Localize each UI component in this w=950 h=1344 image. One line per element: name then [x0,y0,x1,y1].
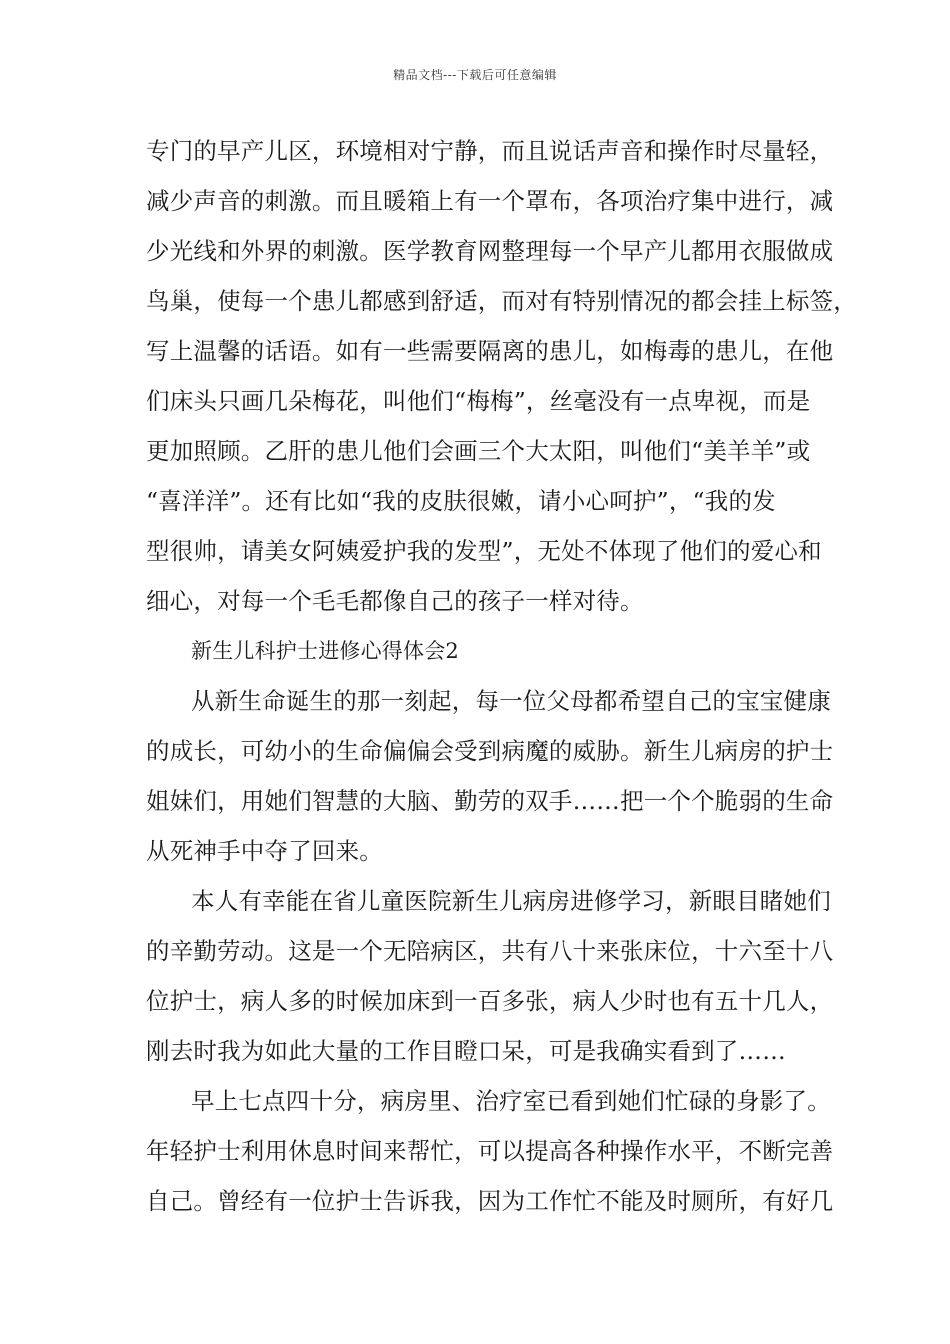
text-line: 年轻护士利用休息时间来帮忙，可以提高各种操作水平，不断完善 [146,1137,834,1165]
text-line: 位护士，病人多的时候加床到一百多张，病人少时也有五十几人， [146,987,834,1015]
text-line: 鸟巢，使每一个患儿都感到舒适，而对有特别情况的都会挂上标签， [146,287,857,315]
text-line: 型很帅，请美女阿姨爱护我的发型”，无处不体现了他们的爱心和 [146,537,822,565]
text-line: 姐妹们，用她们智慧的大脑、勤劳的双手……把一个个脆弱的生命 [146,787,834,815]
text-line: 更加照顾。乙肝的患儿他们会画三个大太阳，叫他们“美羊羊”或 [146,437,811,465]
text-line: 们床头只画几朵梅花，叫他们“梅梅”，丝毫没有一点卑视，而是 [146,387,811,415]
document-body [146,126,857,1226]
text-line: 刚去时我为如此大量的工作目瞪口呆，可是我确实看到了…… [146,1037,786,1065]
text-line: 专门的早产儿区，环境相对宁静，而且说话声音和操作时尽量轻， [146,137,834,165]
text-line: 自己。曾经有一位护士告诉我，因为工作忙不能及时厕所，有好几 [146,1187,834,1215]
text-line: 减少声音的刺激。而且暖箱上有一个罩布，各项治疗集中进行，减 [146,187,834,215]
text-line: 少光线和外界的刺激。医学教育网整理每一个早产儿都用衣服做成 [146,237,834,265]
text-line: 写上温馨的话语。如有一些需要隔离的患儿，如梅毒的患儿，在他 [146,337,834,365]
text-line: 的辛勤劳动。这是一个无陪病区，共有八十来张床位，十六至十八 [146,937,834,965]
text-line: 从死神手中夺了回来。 [146,837,383,865]
text-line: “喜洋洋”。还有比如“我的皮肤很嫩，请小心呵护”，“我的发 [146,487,776,515]
text-line: 从新生命诞生的那一刻起，每一位父母都希望自己的宝宝健康 [191,687,831,715]
text-line: 细心，对每一个毛毛都像自己的孩子一样对待。 [146,587,644,615]
section-heading: 新生儿科护士进修心得体会2 [191,639,459,663]
text-line: 的成长，可幼小的生命偏偏会受到病魔的威胁。新生儿病房的护士 [146,737,834,765]
text-line: 早上七点四十分，病房里、治疗室已看到她们忙碌的身影了。 [191,1087,831,1115]
page-header: 精品文档---下载后可任意编辑 [393,68,557,82]
text-line: 本人有幸能在省儿童医院新生儿病房进修学习，新眼目睹她们 [191,887,831,915]
